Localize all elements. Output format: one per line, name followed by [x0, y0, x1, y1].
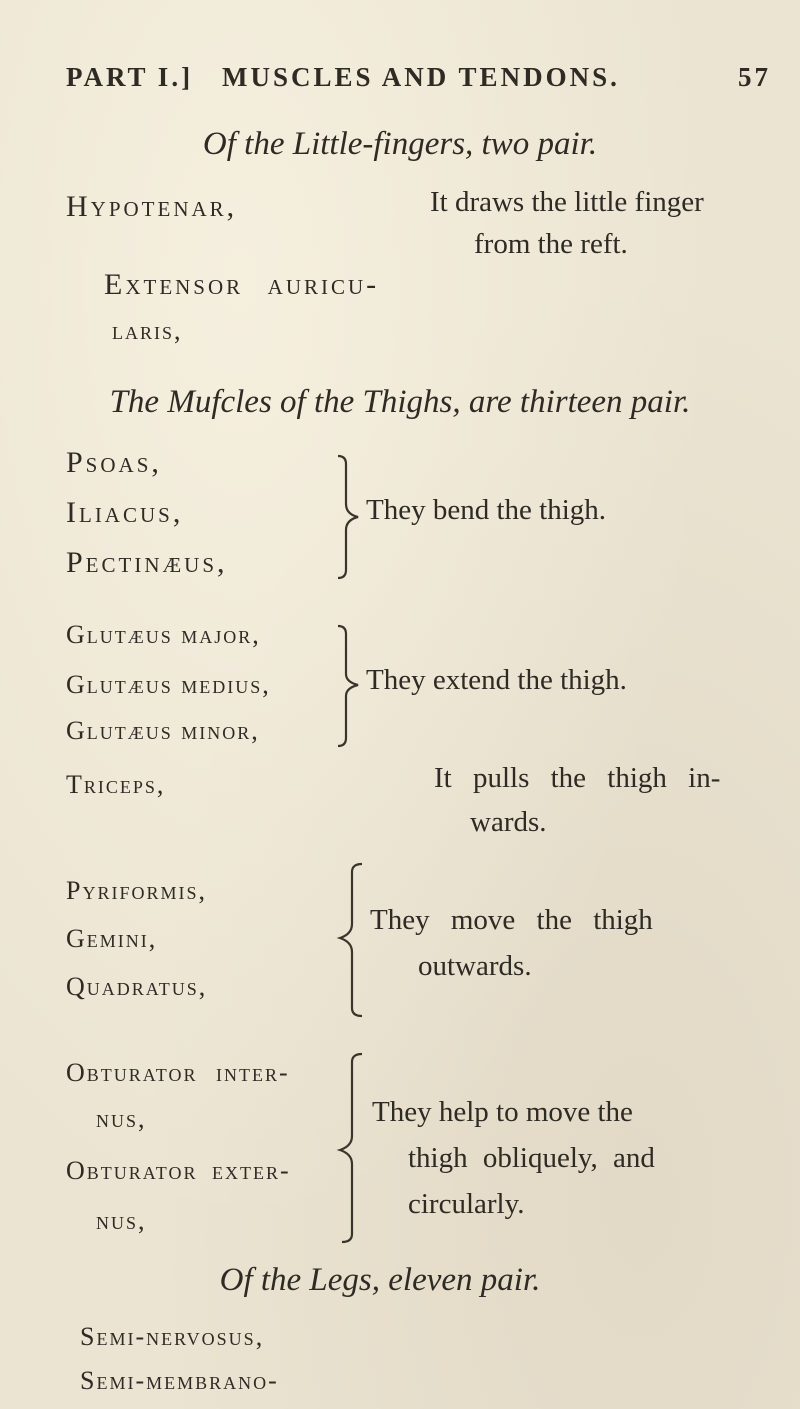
muscle-name: Glutæus minor, [66, 716, 260, 745]
muscle-name: Extensor auricu- [104, 268, 380, 301]
brace [334, 622, 364, 750]
section-title-little-fingers: Of the Little-fingers, two pair. [202, 126, 598, 162]
muscle-description: They move the thigh [370, 904, 653, 936]
section-title-legs: Of the Legs, eleven pair. [219, 1262, 541, 1298]
muscle-name: Semi-nervosus, [80, 1322, 265, 1351]
section-title-thighs: The Mufcles of the Thighs, are thirteen pair. [109, 384, 691, 420]
muscle-name: Psoas, [66, 446, 162, 479]
muscle-name: nus, [96, 1104, 147, 1133]
muscle-name: Pectinæus, [66, 546, 228, 579]
muscle-name: nus, [96, 1206, 147, 1235]
muscle-description: They extend the thigh. [366, 664, 627, 696]
muscle-description: It pulls the thigh in- [434, 762, 721, 794]
muscle-name: Gemini, [66, 924, 158, 953]
muscle-name: Glutæus major, [66, 620, 261, 649]
page-bottom [0, 1400, 800, 1409]
muscle-name: Obturator exter- [66, 1156, 291, 1185]
brace [334, 452, 364, 582]
muscle-description: circularly. [408, 1188, 525, 1220]
muscle-description: They bend the thigh. [366, 494, 607, 526]
running-title: MUSCLES AND TENDONS. [222, 62, 620, 92]
muscle-name: Glutæus medius, [66, 670, 271, 699]
muscle-name: laris, [112, 316, 183, 345]
muscle-name: Iliacus, [66, 496, 184, 529]
muscle-name: Hypotenar, [66, 190, 238, 223]
muscle-name: Obturator inter- [66, 1058, 290, 1087]
muscle-description: They help to move the [372, 1096, 633, 1128]
muscle-description: from the reft. [474, 228, 628, 260]
muscle-name: Semi-membrano- [80, 1366, 279, 1395]
brace [336, 860, 366, 1020]
muscle-description: thigh obliquely, and [408, 1142, 655, 1174]
muscle-name: Quadratus, [66, 972, 208, 1001]
muscle-name: Pyriformis, [66, 876, 207, 905]
brace [336, 1050, 366, 1246]
muscle-name: Triceps, [66, 770, 166, 799]
muscle-description: outwards. [418, 950, 532, 982]
page-number: 57 [738, 62, 771, 92]
part-label: PART I.] [66, 62, 194, 92]
muscle-description: wards. [470, 806, 547, 838]
muscle-description: It draws the little finger [430, 186, 704, 218]
